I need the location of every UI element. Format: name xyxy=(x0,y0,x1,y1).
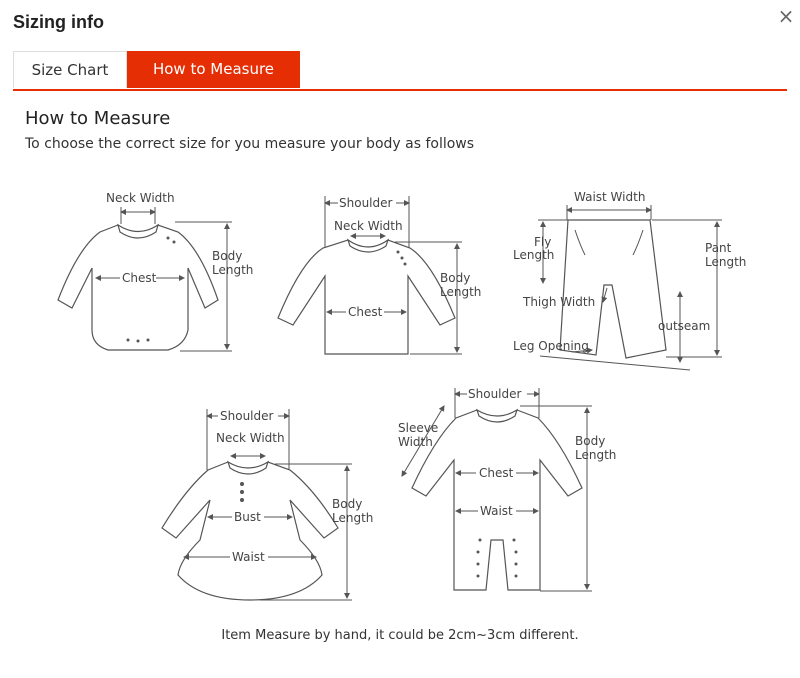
dress-waist-label: Waist xyxy=(232,550,265,564)
measure-note: Item Measure by hand, it could be 2cm~3cm different. xyxy=(221,628,579,643)
dress-diagram xyxy=(162,409,373,600)
pants-leg-opening-label: Leg Opening xyxy=(513,339,589,353)
dress-shoulder-label: Shoulder xyxy=(220,409,274,423)
pants-outline xyxy=(560,220,666,358)
pants-fly-length-label: Length xyxy=(513,248,555,262)
pants-outseam-label: outseam xyxy=(658,319,711,333)
modal-title: Sizing info xyxy=(13,12,104,32)
bodysuit-diagram xyxy=(58,191,253,351)
pants-fly-label: Fly xyxy=(534,235,552,249)
bodysuit-body-label: Body xyxy=(212,249,243,263)
tab-how-to-measure[interactable]: How to Measure xyxy=(127,51,300,88)
romper-width-label: Width xyxy=(398,435,433,449)
bodysuit-length-label: Length xyxy=(212,263,254,277)
top-neck-width-label: Neck Width xyxy=(334,219,403,233)
pants-pant-label: Pant xyxy=(705,241,732,255)
top-chest-label: Chest xyxy=(348,305,383,319)
top-length-label: Length xyxy=(440,285,482,299)
section-heading: How to Measure xyxy=(25,108,171,129)
pants-pant-length-label: Length xyxy=(705,255,747,269)
bodysuit-outline xyxy=(58,225,218,350)
romper-sleeve-label: Sleeve xyxy=(398,421,439,435)
tab-size-chart[interactable]: Size Chart xyxy=(13,51,127,88)
romper-body-label: Body xyxy=(575,434,606,448)
bodysuit-chest-label: Chest xyxy=(122,271,157,285)
bodysuit-neck-width-label: Neck Width xyxy=(106,191,175,205)
top-outline xyxy=(278,240,455,354)
dress-body-label: Body xyxy=(332,497,363,511)
romper-outline xyxy=(412,410,582,590)
romper-length-label: Length xyxy=(575,448,617,462)
romper-waist-label: Waist xyxy=(480,504,513,518)
top-body-label: Body xyxy=(440,271,471,285)
pants-thigh-width-label: Thigh Width xyxy=(523,295,596,309)
dress-bust-label: Bust xyxy=(234,510,261,524)
romper-diagram xyxy=(398,387,616,591)
pants-waist-width-label: Waist Width xyxy=(574,190,646,204)
top-shoulder-label: Shoulder xyxy=(339,196,393,210)
close-icon[interactable]: × xyxy=(777,4,795,28)
section-subheading: To choose the correct size for you measure your body as follows xyxy=(25,136,475,152)
romper-chest-label: Chest xyxy=(479,466,514,480)
romper-shoulder-label: Shoulder xyxy=(468,387,522,401)
pants-diagram xyxy=(513,190,746,370)
dress-length-label: Length xyxy=(332,511,374,525)
dress-neck-width-label: Neck Width xyxy=(216,431,285,445)
top-diagram xyxy=(278,196,481,354)
dress-outline xyxy=(162,462,338,600)
